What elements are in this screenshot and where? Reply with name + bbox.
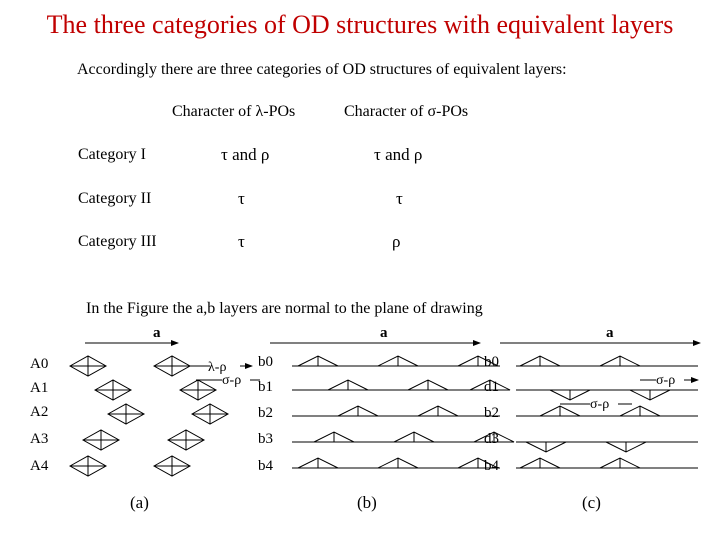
panel-a-caption: (a) [130,493,149,512]
panel-a-layer-4: A4 [30,458,49,474]
lambda-column-header: Character of λ-POs [172,103,296,120]
cell-category-3-lambda: τ [238,232,245,251]
panel-b-layer-2: b2 [258,405,273,421]
panel-b-caption: (b) [357,493,377,512]
panel-a [30,325,260,512]
od-structures-figure [0,320,720,540]
row-label-category-3: Category III [78,233,157,250]
panel-a-layer-1: A1 [30,380,49,396]
panel-c-sigma-label-1: σ-ρ [656,373,676,388]
slide-title: The three categories of OD structures with equivalent layers [46,10,674,39]
panel-a-lambda-label: λ-ρ [208,360,227,375]
panel-b-layer-3: b3 [258,431,273,447]
panel-c-layer-4: b4 [484,458,499,474]
panel-b-layer-1: b1 [258,379,273,395]
sigma-column-header: Character of σ-POs [344,103,469,120]
panel-b [258,325,514,512]
panel-a-axis-label: a [153,325,161,341]
panel-c-axis-label: a [606,325,614,341]
panel-b-layer-4: b4 [258,458,273,474]
panel-c-layer-0: b0 [484,354,499,370]
figure-caption: In the Figure the a,b layers are normal to the plane of drawing [86,300,483,317]
panel-c-layer-1: d1 [484,379,499,395]
panel-b-axis-label: a [380,325,388,341]
cell-category-1-sigma: τ and ρ [374,145,423,164]
panel-c-layer-3: d3 [484,431,499,447]
panel-c-layer-2: b2 [484,405,499,421]
panel-c-caption: (c) [582,493,601,512]
panel-a-layer-0: A0 [30,356,49,372]
panel-a-layer-2: A2 [30,404,49,420]
row-label-category-1: Category I [78,146,146,163]
panel-a-layer-3: A3 [30,431,49,447]
row-label-category-2: Category II [78,190,152,207]
intro-text: Accordingly there are three categories of OD structures of equivalent layers: [77,61,567,78]
cell-category-2-sigma: τ [396,189,403,208]
cell-category-1-lambda: τ and ρ [221,145,270,164]
panel-b-layer-0: b0 [258,354,273,370]
panel-c [484,325,700,512]
cell-category-3-sigma: ρ [392,232,401,251]
panel-c-sigma-label-2: σ-ρ [590,397,610,412]
panel-a-sigma-label: σ-ρ [222,373,242,388]
cell-category-2-lambda: τ [238,189,245,208]
